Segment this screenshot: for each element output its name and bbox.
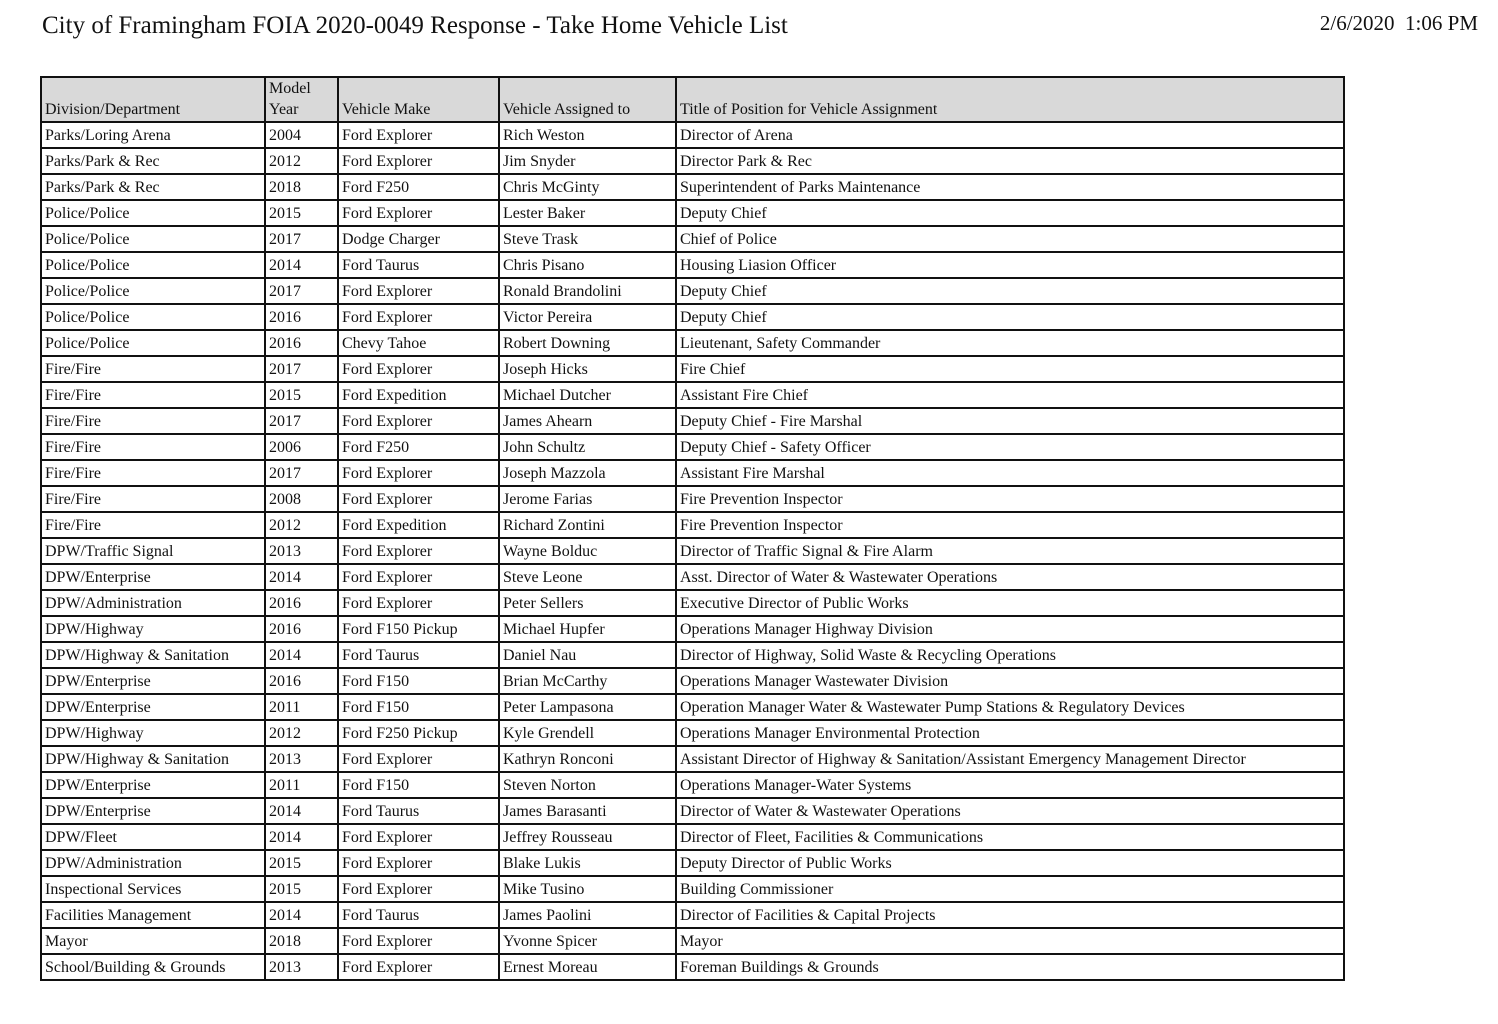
header-model-year-line1: Model [269, 80, 311, 97]
cell-model-year: 2014 [265, 564, 338, 590]
cell-model-year: 2013 [265, 954, 338, 980]
cell-position-title: Fire Chief [676, 356, 1344, 382]
cell-position-title: Director of Facilities & Capital Projects [676, 902, 1344, 928]
cell-vehicle-make: Ford Explorer [338, 564, 499, 590]
cell-division: Police/Police [41, 200, 265, 226]
cell-division: Fire/Fire [41, 512, 265, 538]
table-row [41, 408, 1344, 434]
table-row [41, 356, 1344, 382]
cell-model-year: 2008 [265, 486, 338, 512]
cell-position-title: Fire Prevention Inspector [676, 512, 1344, 538]
cell-vehicle-make: Ford Explorer [338, 486, 499, 512]
cell-position-title: Foreman Buildings & Grounds [676, 954, 1344, 980]
cell-assigned-to: Daniel Nau [499, 642, 676, 668]
cell-position-title: Superintendent of Parks Maintenance [676, 174, 1344, 200]
cell-vehicle-make: Ford F250 [338, 434, 499, 460]
cell-division: Police/Police [41, 304, 265, 330]
cell-vehicle-make: Ford Explorer [338, 356, 499, 382]
cell-vehicle-make: Ford Taurus [338, 798, 499, 824]
cell-position-title: Chief of Police [676, 226, 1344, 252]
cell-assigned-to: Robert Downing [499, 330, 676, 356]
cell-division: Facilities Management [41, 902, 265, 928]
cell-assigned-to: Steven Norton [499, 772, 676, 798]
cell-model-year: 2017 [265, 278, 338, 304]
cell-position-title: Operations Manager Wastewater Division [676, 668, 1344, 694]
cell-model-year: 2015 [265, 200, 338, 226]
cell-vehicle-make: Ford Explorer [338, 408, 499, 434]
cell-assigned-to: Jeffrey Rousseau [499, 824, 676, 850]
cell-position-title: Mayor [676, 928, 1344, 954]
table-row [41, 538, 1344, 564]
cell-vehicle-make: Ford Explorer [338, 590, 499, 616]
cell-assigned-to: Kathryn Ronconi [499, 746, 676, 772]
cell-model-year: 2006 [265, 434, 338, 460]
cell-division: Fire/Fire [41, 408, 265, 434]
cell-model-year: 2012 [265, 512, 338, 538]
cell-vehicle-make: Ford Explorer [338, 304, 499, 330]
cell-model-year: 2018 [265, 928, 338, 954]
table-row [41, 850, 1344, 876]
cell-division: Police/Police [41, 252, 265, 278]
cell-division: DPW/Enterprise [41, 564, 265, 590]
cell-assigned-to: Wayne Bolduc [499, 538, 676, 564]
cell-model-year: 2015 [265, 382, 338, 408]
cell-model-year: 2016 [265, 668, 338, 694]
cell-division: DPW/Highway [41, 616, 265, 642]
table-row [41, 434, 1344, 460]
table-row [41, 642, 1344, 668]
table-header [41, 77, 1344, 122]
cell-division: DPW/Highway & Sanitation [41, 642, 265, 668]
cell-position-title: Executive Director of Public Works [676, 590, 1344, 616]
table-row [41, 616, 1344, 642]
table-row [41, 252, 1344, 278]
cell-position-title: Operations Manager Highway Division [676, 616, 1344, 642]
cell-model-year: 2016 [265, 330, 338, 356]
document-title: City of Framingham FOIA 2020-0049 Response - Take Home Vehicle List [42, 12, 788, 39]
cell-division: Mayor [41, 928, 265, 954]
cell-assigned-to: Joseph Mazzola [499, 460, 676, 486]
cell-vehicle-make: Ford F150 [338, 772, 499, 798]
cell-position-title: Asst. Director of Water & Wastewater Operations [676, 564, 1344, 590]
cell-assigned-to: Chris McGinty [499, 174, 676, 200]
vehicle-table [40, 76, 1345, 981]
document-date: 2/6/2020 1:06 PM [1319, 11, 1478, 35]
cell-assigned-to: Steve Leone [499, 564, 676, 590]
table-row [41, 460, 1344, 486]
cell-position-title: Deputy Chief [676, 200, 1344, 226]
cell-position-title: Assistant Fire Marshal [676, 460, 1344, 486]
cell-vehicle-make: Ford Expedition [338, 512, 499, 538]
cell-division: DPW/Enterprise [41, 668, 265, 694]
cell-assigned-to: James Ahearn [499, 408, 676, 434]
cell-model-year: 2014 [265, 902, 338, 928]
header-division: Division/Department [41, 77, 265, 122]
table-row [41, 512, 1344, 538]
cell-model-year: 2013 [265, 746, 338, 772]
cell-vehicle-make: Ford F250 Pickup [338, 720, 499, 746]
cell-position-title: Fire Prevention Inspector [676, 486, 1344, 512]
cell-division: DPW/Highway [41, 720, 265, 746]
cell-position-title: Deputy Chief [676, 304, 1344, 330]
cell-model-year: 2011 [265, 694, 338, 720]
cell-vehicle-make: Ford F250 [338, 174, 499, 200]
cell-vehicle-make: Ford Explorer [338, 928, 499, 954]
cell-division: Police/Police [41, 330, 265, 356]
table-row [41, 798, 1344, 824]
cell-vehicle-make: Ford Taurus [338, 642, 499, 668]
cell-model-year: 2004 [265, 122, 338, 148]
cell-position-title: Building Commissioner [676, 876, 1344, 902]
table-row [41, 330, 1344, 356]
cell-division: Police/Police [41, 226, 265, 252]
cell-assigned-to: Joseph Hicks [499, 356, 676, 382]
cell-vehicle-make: Ford Explorer [338, 824, 499, 850]
cell-vehicle-make: Ford Taurus [338, 902, 499, 928]
cell-division: Parks/Park & Rec [41, 148, 265, 174]
cell-assigned-to: Blake Lukis [499, 850, 676, 876]
cell-assigned-to: Jim Snyder [499, 148, 676, 174]
cell-assigned-to: Richard Zontini [499, 512, 676, 538]
cell-division: DPW/Traffic Signal [41, 538, 265, 564]
cell-model-year: 2014 [265, 252, 338, 278]
cell-vehicle-make: Ford Explorer [338, 746, 499, 772]
header-assigned-to: Vehicle Assigned to [499, 77, 676, 122]
cell-vehicle-make: Dodge Charger [338, 226, 499, 252]
cell-division: School/Building & Grounds [41, 954, 265, 980]
cell-division: Fire/Fire [41, 486, 265, 512]
cell-position-title: Director of Water & Wastewater Operations [676, 798, 1344, 824]
cell-division: DPW/Administration [41, 590, 265, 616]
header-vehicle-make: Vehicle Make [338, 77, 499, 122]
cell-model-year: 2015 [265, 876, 338, 902]
cell-model-year: 2017 [265, 460, 338, 486]
cell-division: Inspectional Services [41, 876, 265, 902]
cell-division: DPW/Highway & Sanitation [41, 746, 265, 772]
cell-assigned-to: Mike Tusino [499, 876, 676, 902]
cell-position-title: Lieutenant, Safety Commander [676, 330, 1344, 356]
cell-division: Fire/Fire [41, 356, 265, 382]
table-row [41, 720, 1344, 746]
table-row [41, 564, 1344, 590]
header-model-year [265, 77, 338, 122]
cell-division: Fire/Fire [41, 460, 265, 486]
cell-model-year: 2014 [265, 824, 338, 850]
cell-model-year: 2016 [265, 616, 338, 642]
cell-position-title: Housing Liasion Officer [676, 252, 1344, 278]
cell-position-title: Director Park & Rec [676, 148, 1344, 174]
cell-assigned-to: Yvonne Spicer [499, 928, 676, 954]
cell-model-year: 2018 [265, 174, 338, 200]
cell-position-title: Assistant Fire Chief [676, 382, 1344, 408]
table-row [41, 772, 1344, 798]
cell-model-year: 2015 [265, 850, 338, 876]
table-row [41, 278, 1344, 304]
cell-assigned-to: Kyle Grendell [499, 720, 676, 746]
cell-assigned-to: Ronald Brandolini [499, 278, 676, 304]
table-row [41, 824, 1344, 850]
cell-vehicle-make: Ford Explorer [338, 200, 499, 226]
cell-assigned-to: Chris Pisano [499, 252, 676, 278]
table-row [41, 954, 1344, 980]
table-row [41, 226, 1344, 252]
cell-vehicle-make: Ford Explorer [338, 148, 499, 174]
cell-assigned-to: Ernest Moreau [499, 954, 676, 980]
header-row [41, 77, 1344, 122]
cell-position-title: Operations Manager-Water Systems [676, 772, 1344, 798]
cell-position-title: Deputy Chief [676, 278, 1344, 304]
cell-division: Parks/Park & Rec [41, 174, 265, 200]
cell-assigned-to: Michael Dutcher [499, 382, 676, 408]
cell-model-year: 2013 [265, 538, 338, 564]
cell-division: DPW/Fleet [41, 824, 265, 850]
cell-vehicle-make: Ford F150 [338, 668, 499, 694]
table-row [41, 382, 1344, 408]
cell-vehicle-make: Ford Taurus [338, 252, 499, 278]
cell-position-title: Operation Manager Water & Wastewater Pump Stations & Regulatory Devices [676, 694, 1344, 720]
cell-division: DPW/Enterprise [41, 694, 265, 720]
table-body [41, 122, 1344, 980]
table-row [41, 122, 1344, 148]
cell-position-title: Director of Arena [676, 122, 1344, 148]
table-row [41, 746, 1344, 772]
table-row [41, 876, 1344, 902]
cell-assigned-to: Jerome Farias [499, 486, 676, 512]
cell-division: Fire/Fire [41, 434, 265, 460]
cell-position-title: Deputy Chief - Safety Officer [676, 434, 1344, 460]
table-row [41, 148, 1344, 174]
header-model-year-line2: Year [269, 101, 299, 118]
cell-position-title: Operations Manager Environmental Protection [676, 720, 1344, 746]
table-row [41, 590, 1344, 616]
cell-vehicle-make: Ford Expedition [338, 382, 499, 408]
cell-division: Police/Police [41, 278, 265, 304]
cell-assigned-to: Steve Trask [499, 226, 676, 252]
cell-vehicle-make: Ford F150 [338, 694, 499, 720]
cell-division: DPW/Enterprise [41, 772, 265, 798]
cell-model-year: 2017 [265, 356, 338, 382]
cell-division: Parks/Loring Arena [41, 122, 265, 148]
cell-position-title: Director of Traffic Signal & Fire Alarm [676, 538, 1344, 564]
cell-assigned-to: Rich Weston [499, 122, 676, 148]
cell-vehicle-make: Ford Explorer [338, 850, 499, 876]
cell-position-title: Assistant Director of Highway & Sanitation/Assistant Emergency Management Director [676, 746, 1344, 772]
cell-model-year: 2016 [265, 304, 338, 330]
cell-model-year: 2016 [265, 590, 338, 616]
cell-vehicle-make: Ford Explorer [338, 278, 499, 304]
cell-position-title: Deputy Chief - Fire Marshal [676, 408, 1344, 434]
cell-model-year: 2017 [265, 408, 338, 434]
table-row [41, 174, 1344, 200]
cell-vehicle-make: Ford F150 Pickup [338, 616, 499, 642]
header-position-title: Title of Position for Vehicle Assignment [676, 77, 1344, 122]
cell-model-year: 2014 [265, 642, 338, 668]
cell-assigned-to: Peter Lampasona [499, 694, 676, 720]
cell-assigned-to: Lester Baker [499, 200, 676, 226]
table-row [41, 304, 1344, 330]
cell-position-title: Director of Fleet, Facilities & Communications [676, 824, 1344, 850]
cell-assigned-to: Michael Hupfer [499, 616, 676, 642]
cell-assigned-to: Brian McCarthy [499, 668, 676, 694]
table-row [41, 200, 1344, 226]
cell-assigned-to: Peter Sellers [499, 590, 676, 616]
cell-model-year: 2012 [265, 148, 338, 174]
table-row [41, 902, 1344, 928]
table-row [41, 928, 1344, 954]
table-row [41, 668, 1344, 694]
table-row [41, 694, 1344, 720]
cell-assigned-to: James Paolini [499, 902, 676, 928]
cell-vehicle-make: Ford Explorer [338, 538, 499, 564]
cell-vehicle-make: Ford Explorer [338, 954, 499, 980]
cell-model-year: 2017 [265, 226, 338, 252]
cell-vehicle-make: Chevy Tahoe [338, 330, 499, 356]
cell-model-year: 2012 [265, 720, 338, 746]
cell-vehicle-make: Ford Explorer [338, 876, 499, 902]
cell-model-year: 2011 [265, 772, 338, 798]
cell-division: DPW/Administration [41, 850, 265, 876]
cell-division: DPW/Enterprise [41, 798, 265, 824]
cell-position-title: Deputy Director of Public Works [676, 850, 1344, 876]
cell-assigned-to: James Barasanti [499, 798, 676, 824]
cell-vehicle-make: Ford Explorer [338, 460, 499, 486]
table-row [41, 486, 1344, 512]
cell-assigned-to: John Schultz [499, 434, 676, 460]
cell-position-title: Director of Highway, Solid Waste & Recycling Operations [676, 642, 1344, 668]
cell-division: Fire/Fire [41, 382, 265, 408]
cell-assigned-to: Victor Pereira [499, 304, 676, 330]
cell-vehicle-make: Ford Explorer [338, 122, 499, 148]
cell-model-year: 2014 [265, 798, 338, 824]
